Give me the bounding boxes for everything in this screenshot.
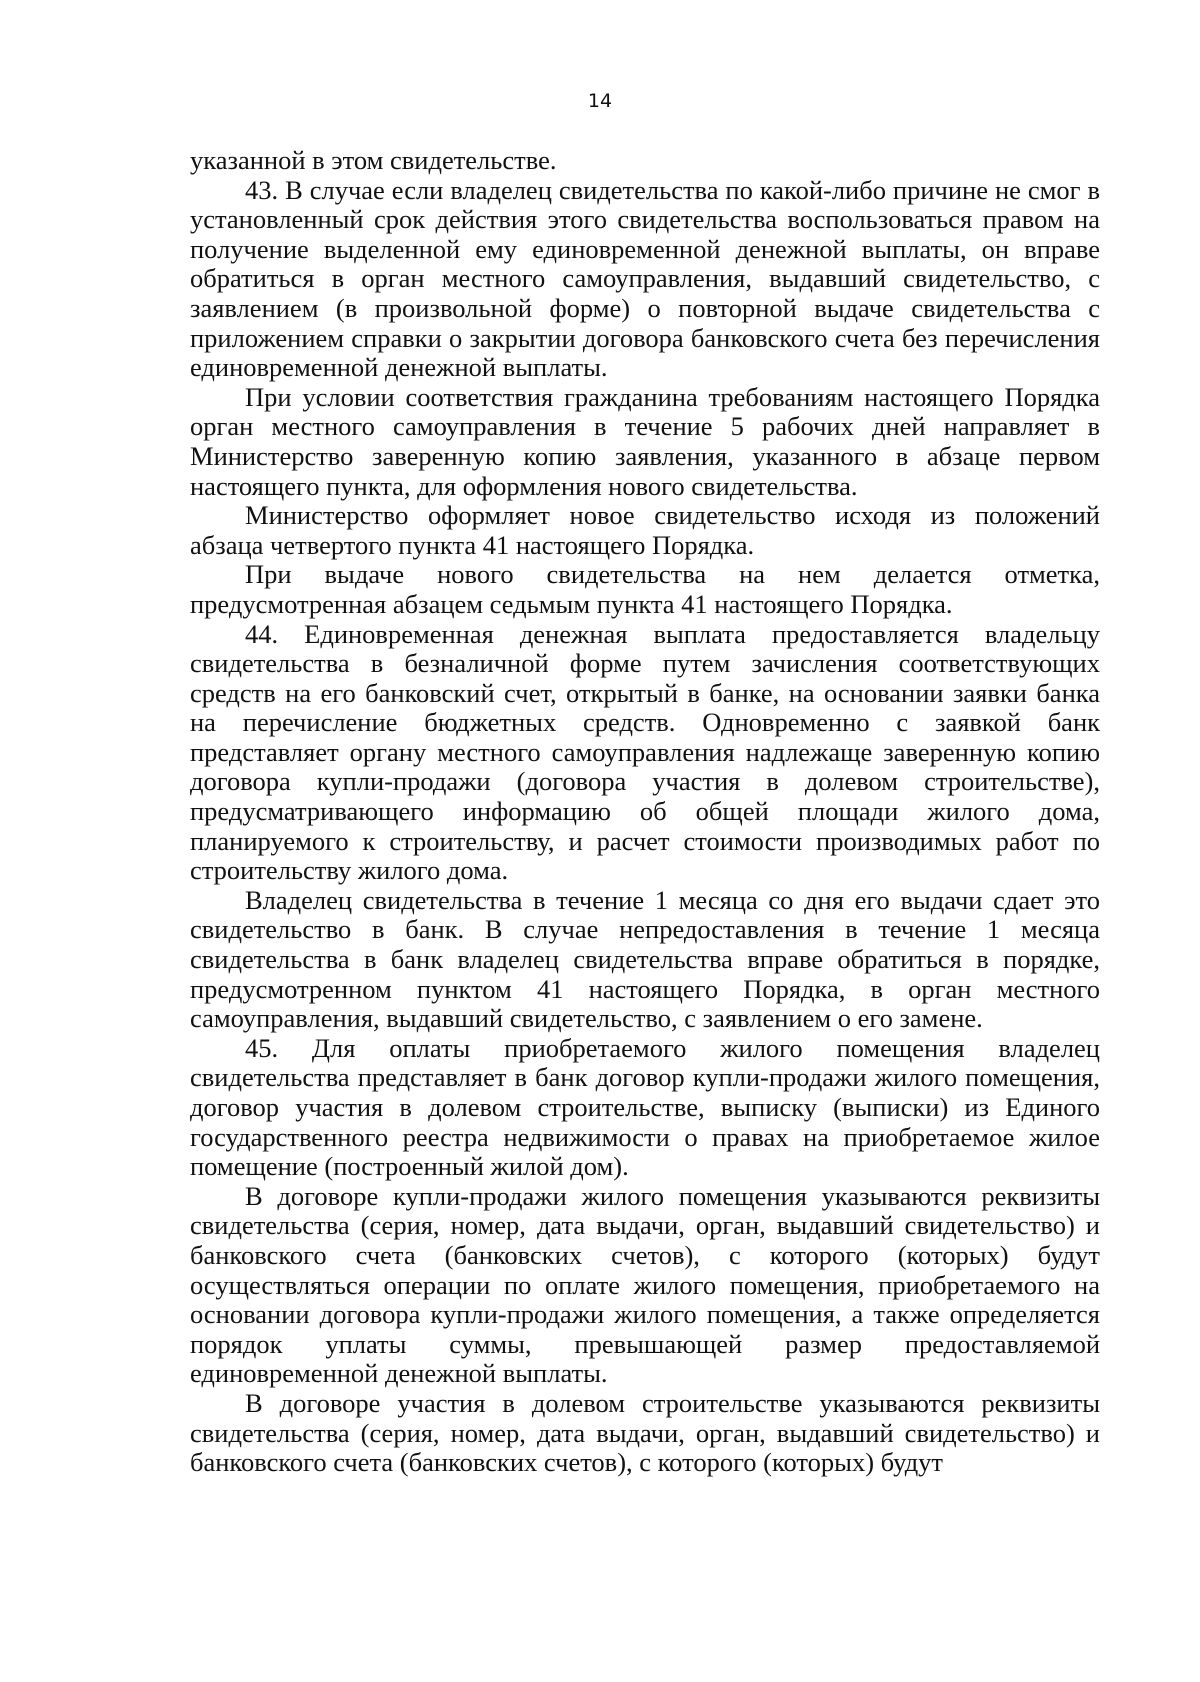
paragraph-continuation: указанной в этом свидетельстве.: [190, 145, 557, 175]
paragraph: В договоре купли-продажи жилого помещения указываются реквизиты свидетельства (серия, номер, дата выдачи, орган, выдавший свидетельство) и банковского счета (банковских счетов), с которого (которых) будут осуществляться операции по оплате жилого помещения, приобретаемого на основании договора купли-продажи жилого помещения, а также определяется порядок уплаты суммы, превышающей размер предоставляемой единовременной денежной выплаты.: [190, 1180, 1100, 1389]
paragraph-last: В договоре участия в долевом строительстве указываются реквизиты свидетельства (серия, номер, дата выдачи, орган, выдавший свидетельство) и банковского счета (банковских счетов), с которого (которых) будут: [190, 1387, 1100, 1478]
document-body: [190, 146, 1100, 1478]
paragraph: При выдаче нового свидетельства на нем делается отметка, предусмотренная абзацем седьмым пункта 41 настоящего Порядка.: [190, 559, 1100, 619]
paragraph-item-45: 45. Для оплаты приобретаемого жилого помещения владелец свидетельства представляет в банк договор купли-продажи жилого помещения, договор участия в долевом строительстве, выписку (выписки) из Единого государственного реестра недвижимости о правах на приобретаемое жилое помещение (построенный жилой дом).: [190, 1032, 1100, 1182]
paragraph-item-44: 44. Единовременная денежная выплата предоставляется владельцу свидетельства в безналичной форме путем зачисления соответствующих средств на его банковский счет, открытый в банке, на основании заявки банка на перечисление бюджетных средств. Одновременно с заявкой банк представляет органу местного самоуправления надлежаще заверенную копию договора купли-продажи (договора участия в долевом строительстве), предусматривающего информацию об общей площади жилого дома, планируемого к строительству, и расчет стоимости производимых работ по строительству жилого дома.: [190, 618, 1100, 886]
paragraph: При условии соответствия гражданина требованиям настоящего Порядка орган местного самоуправления в течение 5 рабочих дней направляет в Министерство заверенную копию заявления, указанного в абзаце первом настоящего пункта, для оформления нового свидетельства.: [190, 381, 1100, 501]
paragraph: Министерство оформляет новое свидетельство исходя из положений абзаца четвертого пункта 41 настоящего Порядка.: [190, 500, 1100, 560]
paragraph-item-43: 43. В случае если владелец свидетельства по какой-либо причине не смог в установленный срок действия этого свидетельства воспользоваться правом на получение выделенной ему единовременной денежной выплаты, он вправе обратиться в орган местного самоуправления, выдавший свидетельство, с заявлением (в произвольной форме) о повторной выдаче свидетельства с приложением справки о закрытии договора банковского счета без перечисления единовременной денежной выплаты.: [190, 174, 1100, 383]
paragraph: Владелец свидетельства в течение 1 месяца со дня его выдачи сдает это свидетельство в банк. В случае непредоставления в течение 1 месяца свидетельства в банк владелец свидетельства вправе обратиться в порядке, предусмотренном пунктом 41 настоящего Порядка, в орган местного самоуправления, выдавший свидетельство, с заявлением о его замене.: [190, 884, 1100, 1034]
page-number: 14: [587, 90, 613, 112]
